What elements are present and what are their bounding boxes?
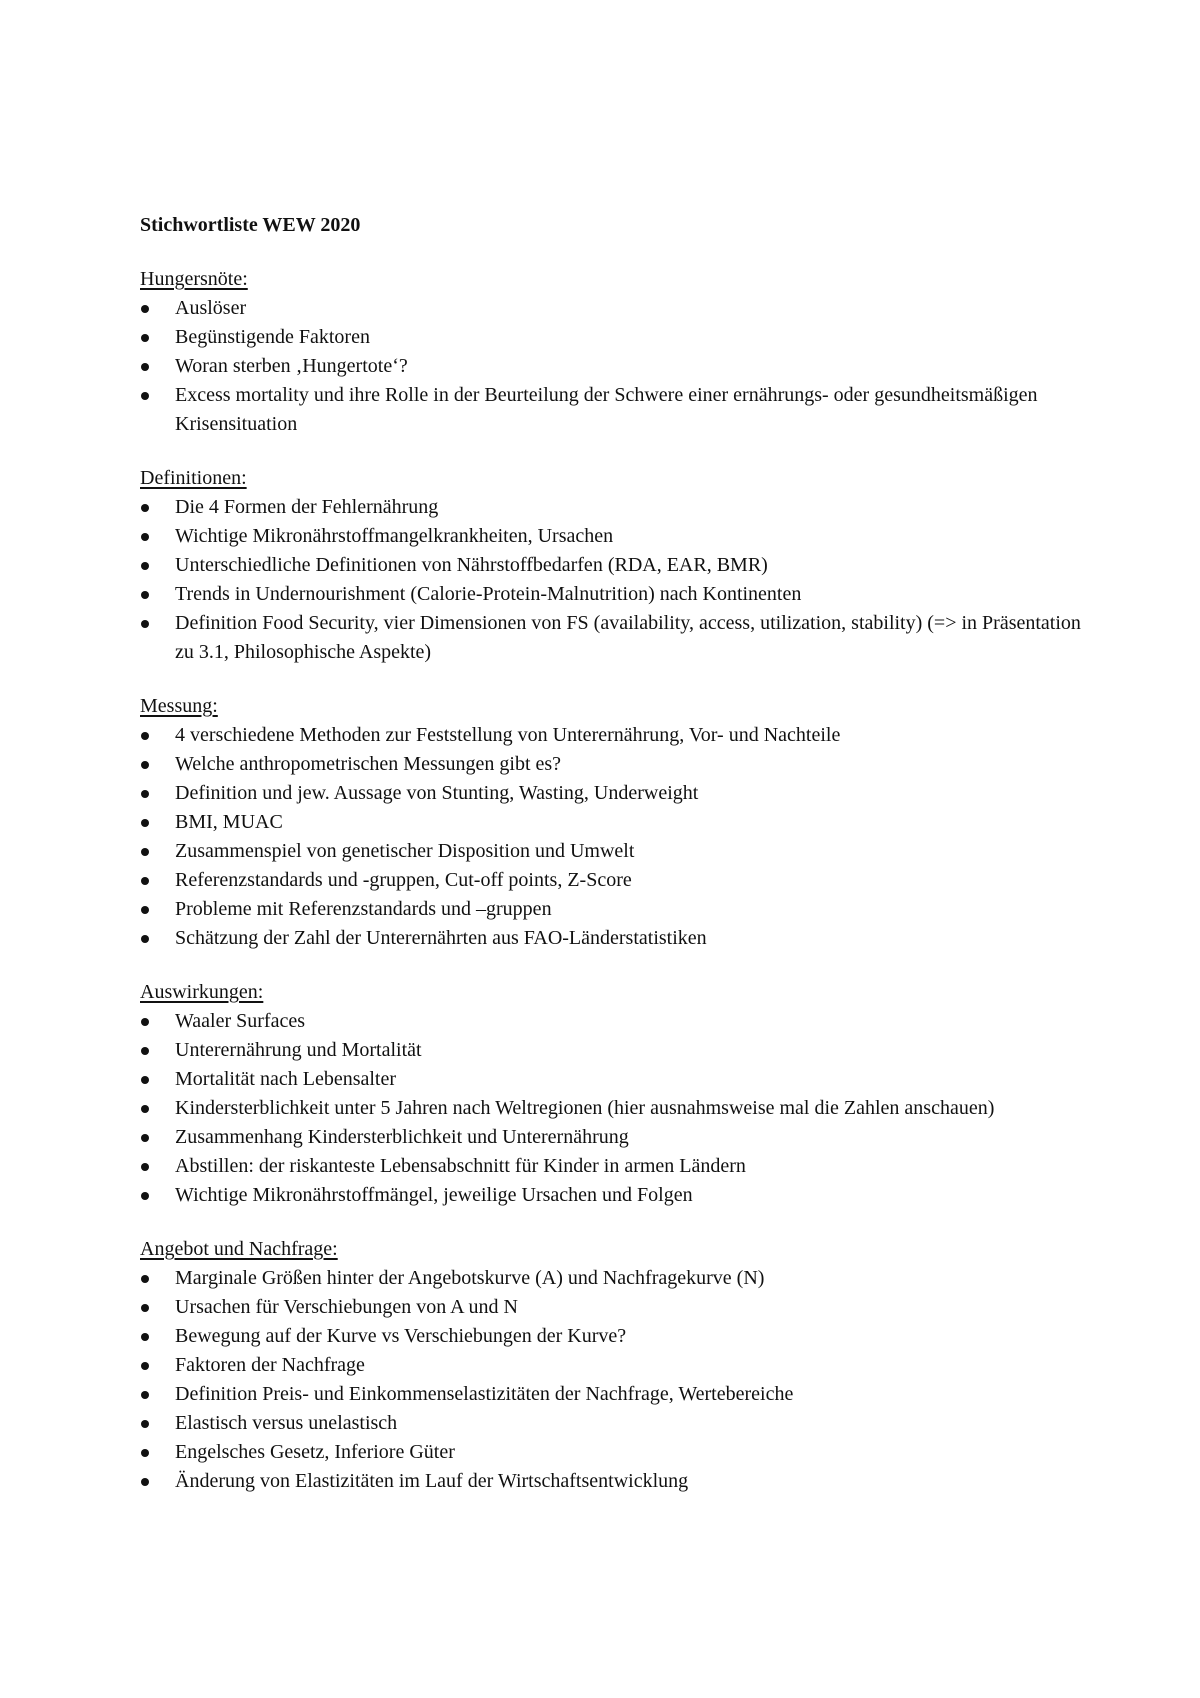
list-item-text: Waaler Surfaces — [175, 1010, 305, 1032]
list-item — [140, 522, 1100, 551]
list-item-text: Die 4 Formen der Fehlernährung — [175, 496, 439, 518]
bullet-list — [140, 493, 1100, 667]
list-item-text: Kindersterblichkeit unter 5 Jahren nach Weltregionen (hier ausnahmsweise mal die Zahlen anschauen) — [175, 1097, 995, 1119]
section-messung — [140, 691, 1100, 953]
list-item — [140, 381, 1100, 439]
list-item — [140, 294, 1100, 323]
list-item-text: Definition Food Security, vier Dimensionen von FS (availability, access, utilization, stability) (=> in Präsentation zu 3.1, Philosophische Aspekte) — [175, 612, 1081, 663]
list-item-text: Unterschiedliche Definitionen von Nährstoffbedarfen (RDA, EAR, BMR) — [175, 554, 768, 576]
list-item-text: 4 verschiedene Methoden zur Feststellung von Unterernährung, Vor- und Nachteile — [175, 724, 841, 746]
bullet-icon — [141, 620, 149, 628]
list-item — [140, 493, 1100, 522]
list-item — [140, 1152, 1100, 1181]
list-item-text: Referenzstandards und -gruppen, Cut-off points, Z-Score — [175, 869, 632, 891]
list-item — [140, 1094, 1100, 1123]
section-auswirkungen — [140, 977, 1100, 1210]
list-item-text: Wichtige Mikronährstoffmangelkrankheiten, Ursachen — [175, 525, 614, 547]
bullet-icon — [141, 1362, 149, 1370]
section-heading: Definitionen: — [140, 467, 247, 489]
list-item — [140, 895, 1100, 924]
document-title: Stichwortliste WEW 2020 — [140, 214, 361, 236]
list-item — [140, 779, 1100, 808]
bullet-icon — [141, 906, 149, 914]
list-item — [140, 609, 1100, 667]
list-item — [140, 721, 1100, 750]
list-item — [140, 1409, 1100, 1438]
bullet-icon — [141, 1420, 149, 1428]
bullet-icon — [141, 1333, 149, 1341]
section-heading: Messung: — [140, 695, 218, 717]
bullet-icon — [141, 877, 149, 885]
list-item — [140, 866, 1100, 895]
list-item — [140, 580, 1100, 609]
bullet-icon — [141, 334, 149, 342]
bullet-list — [140, 1264, 1100, 1496]
list-item — [140, 551, 1100, 580]
bullet-icon — [141, 1275, 149, 1283]
list-item-text: Engelsches Gesetz, Inferiore Güter — [175, 1441, 455, 1463]
bullet-icon — [141, 935, 149, 943]
list-item-text: Änderung von Elastizitäten im Lauf der Wirtschaftsentwicklung — [175, 1470, 689, 1492]
list-item — [140, 352, 1100, 381]
bullet-icon — [141, 591, 149, 599]
list-item-text: Faktoren der Nachfrage — [175, 1354, 365, 1376]
bullet-list — [140, 721, 1100, 953]
list-item-text: Begünstigende Faktoren — [175, 326, 370, 348]
bullet-list — [140, 294, 1100, 439]
section-heading: Angebot und Nachfrage: — [140, 1238, 338, 1260]
list-item-text: Zusammenspiel von genetischer Disposition und Umwelt — [175, 840, 635, 862]
list-item — [140, 1293, 1100, 1322]
list-item-text: Trends in Undernourishment (Calorie-Protein-Malnutrition) nach Kontinenten — [175, 583, 802, 605]
list-item-text: Marginale Größen hinter der Angebotskurve (A) und Nachfragekurve (N) — [175, 1267, 765, 1289]
section-heading: Hungersnöte: — [140, 268, 248, 290]
list-item — [140, 323, 1100, 352]
list-item-text: Welche anthropometrischen Messungen gibt es? — [175, 753, 562, 775]
bullet-icon — [141, 1047, 149, 1055]
bullet-list — [140, 1007, 1100, 1210]
section-heading: Auswirkungen: — [140, 981, 264, 1003]
list-item — [140, 1467, 1100, 1496]
list-item — [140, 808, 1100, 837]
bullet-icon — [141, 1478, 149, 1486]
bullet-icon — [141, 790, 149, 798]
list-item-text: BMI, MUAC — [175, 811, 283, 833]
list-item-text: Probleme mit Referenzstandards und –gruppen — [175, 898, 552, 920]
list-item-text: Zusammenhang Kindersterblichkeit und Unterernährung — [175, 1126, 629, 1148]
bullet-icon — [141, 504, 149, 512]
bullet-icon — [141, 1134, 149, 1142]
list-item — [140, 1351, 1100, 1380]
bullet-icon — [141, 819, 149, 827]
list-item-text: Mortalität nach Lebensalter — [175, 1068, 397, 1090]
bullet-icon — [141, 1018, 149, 1026]
bullet-icon — [141, 761, 149, 769]
list-item-text: Bewegung auf der Kurve vs Verschiebungen der Kurve? — [175, 1325, 627, 1347]
bullet-icon — [141, 305, 149, 313]
list-item-text: Excess mortality und ihre Rolle in der Beurteilung der Schwere einer ernährungs- oder gesundheitsmäßigen Krisensituation — [175, 384, 1038, 435]
section-hungersnoete — [140, 264, 1100, 439]
list-item — [140, 1438, 1100, 1467]
bullet-icon — [141, 363, 149, 371]
list-item-text: Schätzung der Zahl der Unterernährten aus FAO-Länderstatistiken — [175, 927, 707, 949]
list-item — [140, 1181, 1100, 1210]
bullet-icon — [141, 1163, 149, 1171]
list-item-text: Unterernährung und Mortalität — [175, 1039, 422, 1061]
section-angebot-nachfrage — [140, 1234, 1100, 1496]
list-item-text: Definition und jew. Aussage von Stunting, Wasting, Underweight — [175, 782, 699, 804]
list-item-text: Elastisch versus unelastisch — [175, 1412, 398, 1434]
document-page — [140, 210, 1100, 1520]
list-item-text: Ursachen für Verschiebungen von A und N — [175, 1296, 518, 1318]
list-item — [140, 750, 1100, 779]
list-item-text: Auslöser — [175, 297, 247, 319]
bullet-icon — [141, 562, 149, 570]
bullet-icon — [141, 1105, 149, 1113]
list-item — [140, 1065, 1100, 1094]
list-item-text: Wichtige Mikronährstoffmängel, jeweilige Ursachen und Folgen — [175, 1184, 693, 1206]
list-item-text: Woran sterben ‚Hungertote‘? — [175, 355, 408, 377]
bullet-icon — [141, 1391, 149, 1399]
bullet-icon — [141, 732, 149, 740]
bullet-icon — [141, 392, 149, 400]
section-definitionen — [140, 463, 1100, 667]
list-item — [140, 1123, 1100, 1152]
bullet-icon — [141, 1192, 149, 1200]
bullet-icon — [141, 1449, 149, 1457]
bullet-icon — [141, 1304, 149, 1312]
list-item — [140, 1007, 1100, 1036]
list-item — [140, 837, 1100, 866]
list-item — [140, 924, 1100, 953]
list-item — [140, 1322, 1100, 1351]
list-item-text: Definition Preis- und Einkommenselastizitäten der Nachfrage, Wertebereiche — [175, 1383, 794, 1405]
list-item — [140, 1380, 1100, 1409]
bullet-icon — [141, 1076, 149, 1084]
bullet-icon — [141, 533, 149, 541]
list-item — [140, 1036, 1100, 1065]
list-item-text: Abstillen: der riskanteste Lebensabschnitt für Kinder in armen Ländern — [175, 1155, 746, 1177]
bullet-icon — [141, 848, 149, 856]
list-item — [140, 1264, 1100, 1293]
